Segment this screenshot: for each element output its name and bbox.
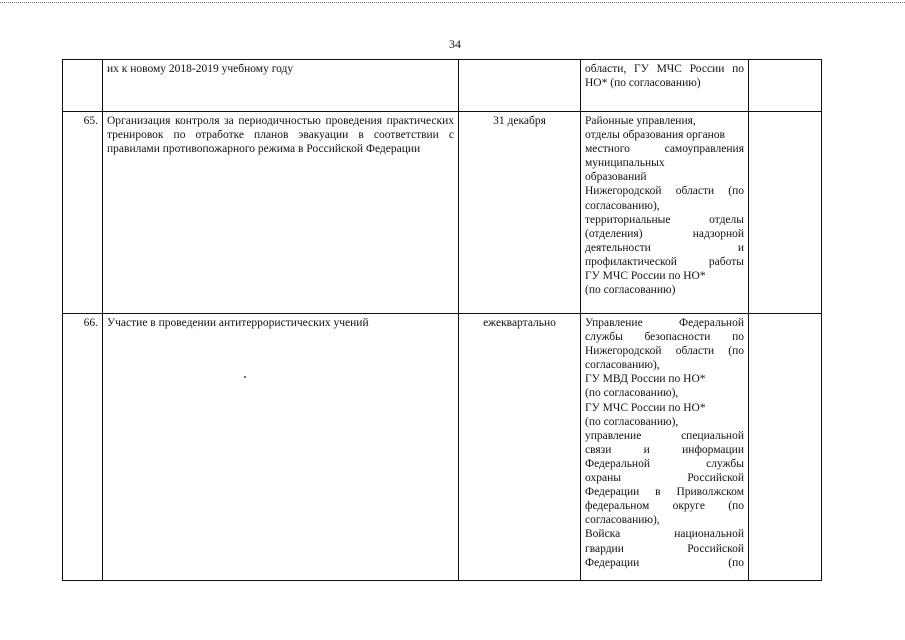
responsible-line: ГУ МЧС России по НО* (585, 401, 706, 414)
responsible-line: Федерации в Приволжском (585, 486, 744, 499)
row-note (749, 314, 822, 581)
row-deadline: ежеквартально (459, 314, 581, 581)
responsible-line: связи и информации (585, 443, 744, 456)
responsible-line: местного самоуправления (585, 143, 744, 156)
responsible-line: деятельности и (585, 241, 744, 254)
responsible-line: муниципальных (585, 157, 665, 170)
responsible-line: Федерации (по (585, 556, 744, 569)
table-row (63, 112, 822, 314)
responsible-line: (по согласованию), (585, 415, 679, 428)
responsible-line: Войска национальной (585, 528, 744, 541)
responsible-line: службы безопасности по (585, 331, 744, 344)
row-description: их к новому 2018-2019 учебному году (103, 60, 459, 112)
table-row (63, 60, 822, 112)
events-table (62, 59, 822, 581)
table-row (63, 314, 822, 581)
responsible-line: управление специальной (585, 429, 744, 442)
responsible-line: федеральном округе (по (585, 500, 744, 513)
top-dotted-rule (0, 2, 905, 3)
responsible-line: согласованию), (585, 359, 660, 372)
responsible-line: (отделения) надзорной (585, 227, 744, 240)
row-number: 65. (63, 112, 103, 314)
responsible-line: согласованию), (585, 514, 660, 527)
responsible-line: ГУ МВД России по НО* (585, 373, 706, 386)
responsible-line: образований (585, 171, 647, 184)
responsible-line: профилактической работы (585, 255, 744, 268)
responsible-line: ГУ МЧС России по НО* (585, 270, 706, 283)
responsible-line: Федеральной службы (585, 457, 744, 470)
row-responsible (581, 112, 749, 314)
responsible-line: согласованию), (585, 199, 660, 212)
responsible-line: Нижегородской области (по (585, 345, 744, 358)
row-responsible (581, 60, 749, 112)
responsible-line: территориальные отделы (585, 213, 744, 226)
scan-speck (244, 376, 246, 378)
page-number: 34 (449, 37, 461, 51)
row-note (749, 112, 822, 314)
responsible-line: гвардии Российской (585, 542, 744, 555)
responsible-line: (по согласованию) (585, 284, 676, 297)
row-deadline (459, 60, 581, 112)
responsible-line: (по согласованию), (585, 387, 679, 400)
responsible-line: охраны Российской (585, 472, 744, 485)
responsible-line: Районные управления, (585, 115, 696, 127)
responsible-line: НО* (по согласованию) (585, 77, 701, 90)
row-responsible (581, 314, 749, 581)
row-description: Организация контроля за периодичностью проведения практических тренировок по отработке планов эвакуации в соответствии с правилами противопожарного режима в Российской Федерации (103, 112, 459, 314)
row-number (63, 60, 103, 112)
responsible-line: Нижегородской области (по (585, 185, 744, 198)
responsible-line: отделы образования органов (585, 129, 725, 142)
responsible-line: Управление Федеральной (585, 317, 744, 329)
row-number: 66. (63, 314, 103, 581)
row-description: Участие в проведении антитеррористических учений (103, 314, 459, 581)
row-note (749, 60, 822, 112)
responsible-line: области, ГУ МЧС России по (585, 63, 744, 75)
row-deadline: 31 декабря (459, 112, 581, 314)
